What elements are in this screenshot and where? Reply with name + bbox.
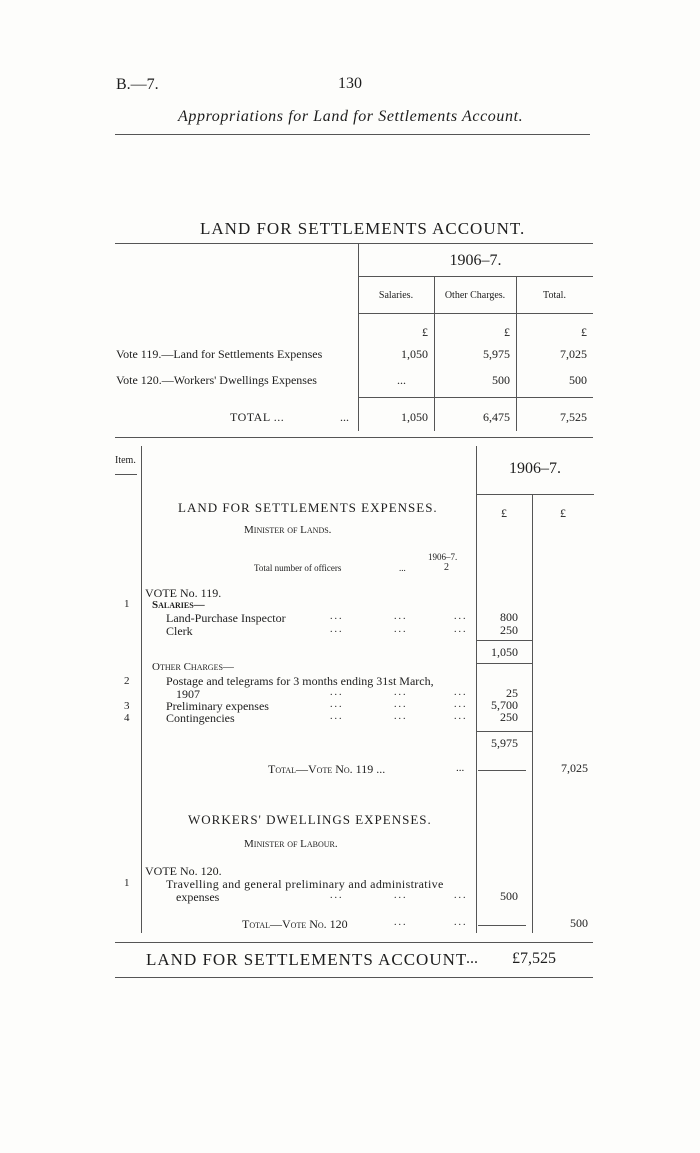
officers-label: Total number of officers [254, 563, 342, 573]
leader-dots: ... [454, 699, 468, 710]
summary-year: 1906–7. [449, 252, 502, 269]
grand-total-amount: £7,525 [512, 950, 556, 967]
other-charge-label: Postage and telegrams for 3 months ending 31st March, [166, 674, 434, 688]
summary-title: LAND FOR SETTLEMENTS ACCOUNT. [200, 219, 526, 238]
salary-label: Land-Purchase Inspector [166, 611, 286, 625]
other-charge-amount: 5,700 [491, 698, 518, 712]
leader-dots: ... [454, 711, 468, 722]
currency-symbol: £ [501, 506, 507, 520]
leader-dots: ... [330, 890, 344, 901]
other-charges-heading: Other Charges— [152, 661, 234, 673]
summary-row-other: 500 [492, 373, 510, 387]
officers-dots: ... [399, 563, 406, 573]
leader-dots: ... [394, 687, 408, 698]
leader-dots: ... [394, 711, 408, 722]
item-header: Item. [115, 455, 136, 466]
salaries-subtotal: 1,050 [491, 645, 518, 659]
other-charge-amount: 250 [500, 710, 518, 724]
leader-dots: ... [330, 711, 344, 722]
summary-row-salaries: ... [397, 373, 406, 387]
summary-row-other: 5,975 [483, 347, 510, 361]
leader-dots: ... [330, 687, 344, 698]
leader-dots: ... [454, 687, 468, 698]
item-column-rule [141, 446, 142, 933]
currency-symbol: £ [581, 325, 587, 339]
leader-dots: ... [454, 917, 468, 928]
currency-symbol: £ [560, 506, 566, 520]
item-number: 1 [124, 598, 130, 610]
vote-total-label: Total—Vote No. 119 ... [268, 762, 386, 776]
vote-heading: VOTE No. 119. [145, 586, 222, 600]
footer-rule [115, 977, 593, 978]
summary-top-rule [115, 243, 593, 244]
officers-year: 1906–7. [428, 552, 458, 562]
summary-total-dots: ... [340, 410, 349, 424]
currency-symbol: £ [504, 325, 510, 339]
vote-total-amount: 7,025 [561, 761, 588, 775]
item-number: 4 [124, 712, 130, 724]
leader-dots: ... [330, 624, 344, 635]
col-salaries: Salaries. [378, 290, 414, 301]
item-number: 1 [124, 877, 130, 889]
grand-total-dots: ... [466, 950, 478, 967]
grand-total-label: LAND FOR SETTLEMENTS ACCOUNT [146, 950, 468, 969]
col-header-rule [358, 313, 593, 314]
subtotal-rule [476, 731, 532, 732]
salary-amount: 250 [500, 623, 518, 637]
running-title: Appropriations for Land for Settlements Account. [178, 108, 524, 125]
amount-column-rule [532, 494, 533, 933]
vote-total-label: Total—Vote No. 120 [242, 917, 348, 931]
currency-symbol: £ [422, 325, 428, 339]
subtotal-rule [476, 640, 532, 641]
salary-label: Clerk [166, 624, 193, 638]
leader-dots: ... [330, 611, 344, 622]
document-reference: B.—7. [116, 76, 159, 93]
summary-row-salaries: 1,050 [401, 347, 428, 361]
page-number: 130 [338, 75, 362, 92]
leader-dots: ... [454, 890, 468, 901]
subtotal-rule [476, 663, 532, 664]
officers-count: 2 [444, 562, 449, 573]
summary-total-other: 6,475 [483, 410, 510, 424]
summary-total-total: 7,525 [560, 410, 587, 424]
expense-label: Travelling and general preliminary and administrative [166, 877, 444, 891]
summary-total-label: TOTAL ... [230, 410, 285, 424]
other-charge-label-cont: 1907 [176, 687, 200, 701]
total-rule [478, 770, 526, 771]
col-total: Total. [543, 290, 566, 301]
minister-heading: Minister of Labour. [244, 838, 338, 850]
summary-row-total: 7,025 [560, 347, 587, 361]
leader-dots: ... [394, 890, 408, 901]
leader-dots: ... [454, 624, 468, 635]
item-number: 3 [124, 700, 130, 712]
detail-year-rule [476, 494, 594, 495]
other-charge-label: Preliminary expenses [166, 699, 269, 713]
leader-dots: ... [394, 624, 408, 635]
minister-heading: Minister of Lands. [244, 524, 332, 536]
section-title: LAND FOR SETTLEMENTS EXPENSES. [178, 500, 438, 515]
header-rule [115, 134, 590, 135]
leader-dots: ... [456, 762, 465, 774]
leader-dots: ... [394, 917, 408, 928]
expense-label-cont: expenses [176, 890, 220, 904]
summary-total-rule [358, 397, 593, 398]
total-rule [478, 925, 526, 926]
detail-year: 1906–7. [509, 460, 561, 477]
col-other-charges: Other Charges. [444, 290, 506, 301]
leader-dots: ... [394, 699, 408, 710]
salaries-heading: Salaries— [152, 599, 205, 611]
summary-bottom-rule [115, 437, 593, 438]
other-charges-subtotal: 5,975 [491, 736, 518, 750]
expense-amount: 500 [500, 889, 518, 903]
summary-year-rule [358, 276, 593, 277]
item-header-rule [115, 474, 137, 475]
section-title: WORKERS' DWELLINGS EXPENSES. [188, 812, 432, 827]
item-number: 2 [124, 675, 130, 687]
leader-dots: ... [394, 611, 408, 622]
summary-total-salaries: 1,050 [401, 410, 428, 424]
vote-total-amount: 500 [570, 916, 588, 930]
other-charge-label: Contingencies [166, 711, 235, 725]
vote-heading: VOTE No. 120. [145, 864, 222, 878]
detail-bottom-rule [115, 942, 593, 943]
salary-amount: 800 [500, 610, 518, 624]
summary-row-label: Vote 119.—Land for Settlements Expenses [116, 347, 323, 361]
leader-dots: ... [454, 611, 468, 622]
summary-row-label: Vote 120.—Workers' Dwellings Expenses [116, 373, 317, 387]
leader-dots: ... [330, 699, 344, 710]
summary-row-total: 500 [569, 373, 587, 387]
other-charge-amount: 25 [506, 686, 518, 700]
